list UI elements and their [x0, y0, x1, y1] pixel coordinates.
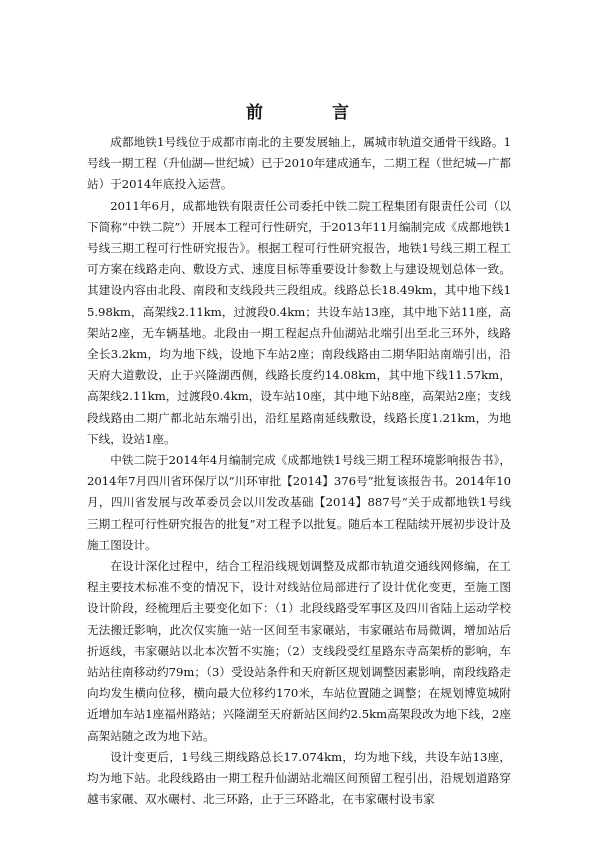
page-title: 前 言 [246, 103, 375, 124]
paragraph-after-changes: 设计变更后，1号线三期线路总长17.074km，均为地下线，共设车站13座，均为地下站。北段线路由一期工程升仙湖站北端区间预留工程引出，沿规划道路穿越韦家碾、双水碾村、北三环路，止于三环路北，在韦家碾村设韦家 [87, 749, 511, 807]
paragraph-feasibility-study: 2011年6月，成都地铁有限责任公司委托中铁二院工程集团有限责任公司（以下简称“中铁二院”）开展本工程可行性研究，于2013年11月编制完成《成都地铁1号线三期工程可行性研究报告》。根据工程可行性研究报告，地铁1号线三期工程工可方案在线路走向、敷设方式、速度目标等重要设计参数上与建设规划总体一致。其建设内容由北段、南段和支线段共三段组成。线路总长18.49km，其中地下线15.98km，高架线2.11km，过渡段0.4km；共设车站13座，其中地下站11座，高架站2座，无车辆基地。北段由一期工程起点升仙湖站北端引出至北三环外，线路全长3.2km，均为地下线，设地下车站2座；南段线路由二期华阳站南端引出，沿天府大道敷设，止于兴隆湖西侧，线路长度约14.08km，其中地下线11.57km，高架线2.11km，过渡段0.4km，设车站10座，其中地下站8座，高架站2座；支线段线路由二期广都北站东端引出，沿红星路南延线敷设，线路长度1.21km，为地下线，设站1座。 [87, 198, 511, 446]
paragraph-environmental-approval: 中铁二院于2014年4月编制完成《成都地铁1号线三期工程环境影响报告书》，2014年7月四川省环保厅以“川环审批【2014】376号”批复该报告书。2014年10月，四川省发展与改革委员会以川发改基础【2014】887号“关于成都地铁1号线三期工程可行性研究报告的批复”对工程予以批复。随后本工程陆续开展初步设计及施工图设计。 [87, 453, 511, 552]
document-body [87, 132, 511, 811]
paragraph-overview: 成都地铁1号线位于成都市南北的主要发展轴上，属城市轨道交通骨干线路。1号线一期工程（升仙湖—世纪城）已于2010年建成通车，二期工程（世纪城—广都站）于2014年底投入运营。 [87, 135, 511, 192]
paragraph-design-changes: 在设计深化过程中，结合工程沿线规划调整及成都市轨道交通线网修编，在工程主要技术标准不变的情况下，设计对线站位局部进行了设计优化变更，至施工图设计阶段，经梳理后主要变化如下：（1）北段线路受军事区及四川省陆上运动学校无法搬迁影响，此次仅实施一站一区间至韦家碾站，韦家碾站布局微调，增加站后折返线，韦家碾站以北本次暂不实施；（2）支线段受红星路东寺高架桥的影响，车站站往南移动约79m；（3）受设站条件和天府新区规划调整因素影响，南段线路走向均发生横向位移，横向最大位移约170米，车站位置随之调整；在规划博览城附近增加车站1座福州路站；兴隆湖至天府新站区间约2.5km高架段改为地下线，2座高架站随之改为地下站。 [87, 559, 511, 743]
